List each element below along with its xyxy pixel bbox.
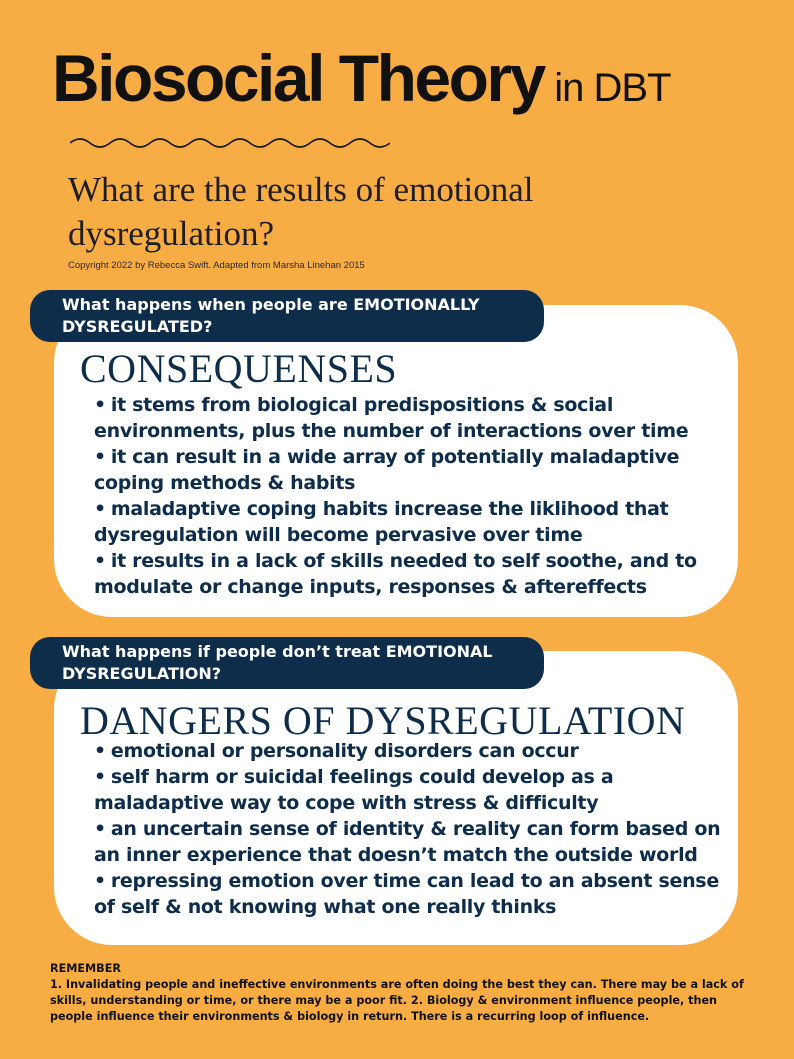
list-item: • it results in a lack of skills needed to self soothe, and to modulate or change inputs, responses & aftereffects [94,550,697,598]
squiggle-divider [70,133,390,153]
bullet-icon: • [94,394,106,416]
bullet-icon: • [94,870,106,892]
title-main: Biosocial Theory [52,41,544,115]
copyright-note: Copyright 2022 by Rebecca Swift. Adapted from Marsha Linehan 2015 [68,260,365,271]
consequences-list [94,392,734,600]
list-item: • maladaptive coping habits increase the liklihood that dysregulation will become pervasive over time [94,498,669,546]
dangers-tab: What happens if people don’t treat EMOTIONAL DYSREGULATION? [30,637,544,689]
bullet-icon: • [94,818,106,840]
list-item: • emotional or personality disorders can occur [94,740,579,762]
title-sub: in DBT [554,66,671,110]
consequences-heading: CONSEQUENSES [80,346,398,391]
bullet-icon: • [94,766,106,788]
list-item: • it stems from biological predispositions & social environments, plus the number of interactions over time [94,394,689,442]
page-title [52,40,671,116]
list-item: • it can result in a wide array of potentially maladaptive coping methods & habits [94,446,680,494]
consequences-tab: What happens when people are EMOTIONALLY DYSREGULATED? [30,290,544,342]
list-item: • repressing emotion over time can lead to an absent sense of self & not knowing what one really thinks [94,870,719,918]
remember-text: 1. Invalidating people and ineffective environments are often doing the best they can. There may be a lack of skills, understanding or time, or there may be a poor fit. 2. Biology & environment influence people, then people influence their environments & biology in return. There is a recurring loop of influence. [50,978,744,1023]
question-heading: What are the results of emotional dysregulation? [68,170,534,253]
list-item: • self harm or suicidal feelings could develop as a maladaptive way to cope with stress & difficulty [94,766,614,814]
bullet-icon: • [94,446,106,468]
dangers-heading: DANGERS OF DYSREGULATION [80,698,686,743]
bullet-icon: • [94,498,106,520]
dangers-list [94,738,734,920]
bullet-icon: • [94,550,106,572]
remember-title: REMEMBER [50,962,121,975]
bullet-icon: • [94,740,106,762]
remember-note [50,961,750,1025]
list-item: • an uncertain sense of identity & reality can form based on an inner experience that doesn’t match the outside world [94,818,721,866]
